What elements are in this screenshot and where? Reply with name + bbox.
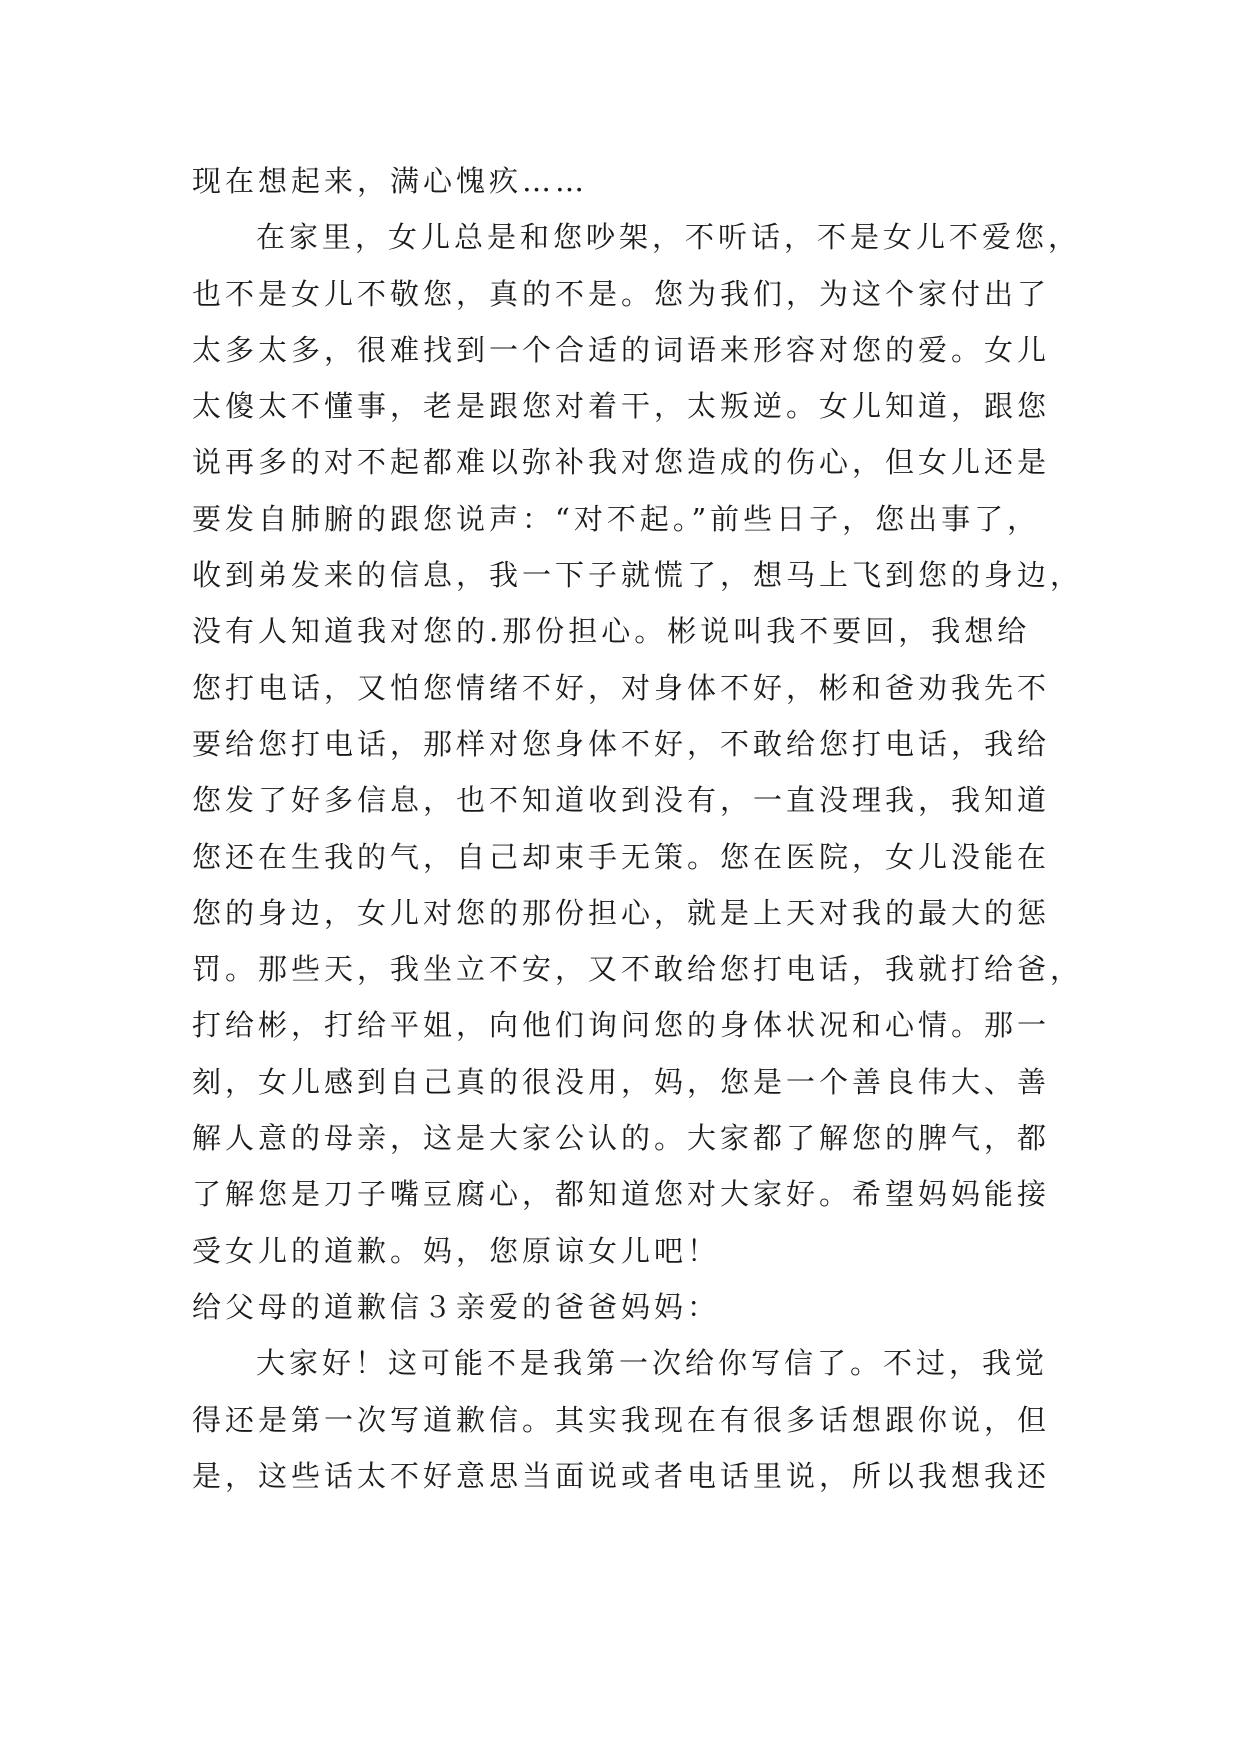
text-line: 也不是女儿不敬您，真的不是。您为我们，为这个家付出了 [192,276,1051,311]
text-line: 您的身边，女儿对您的那份担心，就是上天对我的最大的惩 [192,895,1051,930]
text-line: 太傻太不懂事，老是跟您对着干，太叛逆。女儿知道，跟您 [192,389,1051,424]
text-line: 在家里，女儿总是和您吵架，不听话，不是女儿不爱您， [256,220,1082,255]
text-line: 了解您是刀子嘴豆腐心，都知道您对大家好。希望妈妈能接 [192,1177,1051,1212]
text-line: 刻，女儿感到自己真的很没用，妈，您是一个善良伟大、善 [192,1064,1051,1099]
text-line: 您发了好多信息，也不知道收到没有，一直没理我，我知道 [192,783,1051,818]
text-line: 收到弟发来的信息，我一下子就慌了，想马上飞到您的身边， [192,558,1084,593]
text-line: 解人意的母亲，这是大家公认的。大家都了解您的脾气，都 [192,1121,1051,1156]
text-line: 您还在生我的气，自己却束手无策。您在医院，女儿没能在 [192,839,1051,874]
text-line: 罚。那些天，我坐立不安，又不敢给您打电话，我就打给爸， [192,952,1084,987]
text-line: 受女儿的道歉。妈，您原谅女儿吧！ [192,1233,721,1268]
text-line: 要给您打电话，那样对您身体不好，不敢给您打电话，我给 [192,726,1051,761]
text-line: 您打电话，又怕您情绪不好，对身体不好，彬和爸劝我先不 [192,670,1051,705]
text-line: 太多太多，很难找到一个合适的词语来形容对您的爱。女儿 [192,332,1051,367]
text-line: 要发自肺腑的跟您说声：“对不起。”前些日子，您出事了， [192,501,1041,536]
text-line: 打给彬，打给平姐，向他们询问您的身体状况和心情。那一 [192,1008,1051,1043]
text-line: 说再多的对不起都难以弥补我对您造成的伤心，但女儿还是 [192,445,1051,480]
text-line: 是，这些话太不好意思当面说或者电话里说，所以我想我还 [192,1458,1051,1493]
document-body [192,153,1084,1504]
section-heading: 给父母的道歉信３亲爱的爸爸妈妈： [192,1289,721,1324]
text-line: 没有人知道我对您的.那份担心。彬说叫我不要回，我想给 [192,614,1031,649]
text-line: 得还是第一次写道歉信。其实我现在有很多话想跟你说，但 [192,1402,1051,1437]
text-line: 大家好！这可能不是我第一次给你写信了。不过，我觉 [256,1346,1049,1381]
text-line: 现在想起来，满心愧疚…… [192,164,589,198]
